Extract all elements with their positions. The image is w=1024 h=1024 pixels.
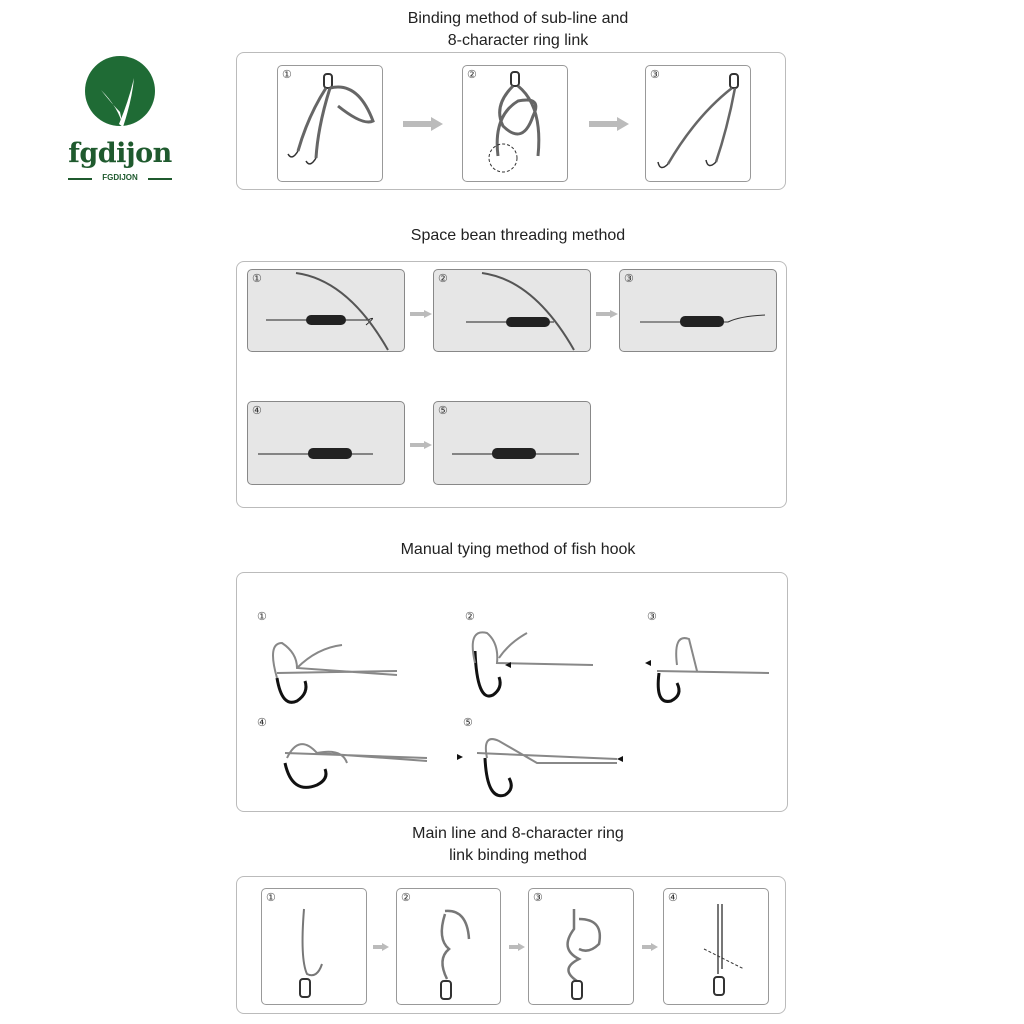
brand-name: fgdijon — [68, 138, 172, 169]
step-number: ③ — [533, 892, 543, 904]
title-line: Space bean threading method — [410, 227, 626, 244]
step-number: ② — [467, 69, 477, 81]
step-panel — [433, 269, 591, 352]
brand-subtitle: FGDIJON — [68, 173, 172, 182]
section-2-title — [236, 225, 800, 247]
section-1-box — [236, 52, 786, 190]
step-number: ⑤ — [438, 405, 448, 417]
step-number: ② — [438, 273, 448, 285]
step-panel — [619, 269, 777, 352]
step-number: ① — [257, 611, 267, 623]
step-number: ④ — [257, 717, 267, 729]
section-4-box — [236, 876, 786, 1014]
step-panel — [663, 888, 769, 1005]
step-panel — [247, 269, 405, 352]
step-number: ③ — [647, 611, 657, 623]
bean-thread-diagram — [434, 402, 592, 486]
step-panel — [261, 888, 367, 1005]
section-3-box — [236, 572, 788, 812]
section-2-box — [236, 261, 787, 508]
step-panel — [396, 888, 501, 1005]
section-1-title — [236, 8, 800, 52]
ring-line-diagram — [529, 889, 635, 1006]
section-3-title — [236, 539, 800, 561]
bean-thread-diagram — [620, 270, 778, 353]
step-panel — [528, 888, 634, 1005]
step-panel — [433, 401, 591, 485]
step-number: ⑤ — [463, 717, 473, 729]
ring-line-diagram — [664, 889, 770, 1006]
title-line: 8-character ring link — [447, 32, 589, 49]
bean-thread-diagram — [434, 270, 592, 353]
swivel-hooks-diagram — [278, 66, 384, 183]
section-4-title — [236, 823, 800, 867]
title-line: link binding method — [449, 847, 587, 864]
step-number: ④ — [252, 405, 262, 417]
step-number: ① — [252, 273, 262, 285]
title-line: Manual tying method of fish hook — [400, 541, 636, 558]
step-number: ② — [401, 892, 411, 904]
finished-rig-diagram — [646, 66, 752, 183]
step-number: ① — [282, 69, 292, 81]
loop-knot-diagram — [463, 66, 569, 183]
step-panel — [277, 65, 383, 182]
step-number: ④ — [668, 892, 678, 904]
step-panel — [247, 401, 405, 485]
title-line: Main line and 8-character ring — [412, 825, 624, 842]
step-number: ③ — [650, 69, 660, 81]
step-number: ③ — [624, 273, 634, 285]
step-panel — [462, 65, 568, 182]
bean-thread-diagram — [248, 402, 406, 486]
step-panel — [645, 65, 751, 182]
bean-thread-diagram — [248, 270, 406, 353]
ring-line-diagram — [397, 889, 502, 1006]
step-number: ① — [266, 892, 276, 904]
title-line: Binding method of sub-line and — [407, 10, 629, 27]
hook-tying-diagrams — [237, 573, 789, 813]
step-number: ② — [465, 611, 475, 623]
ring-line-diagram — [262, 889, 368, 1006]
